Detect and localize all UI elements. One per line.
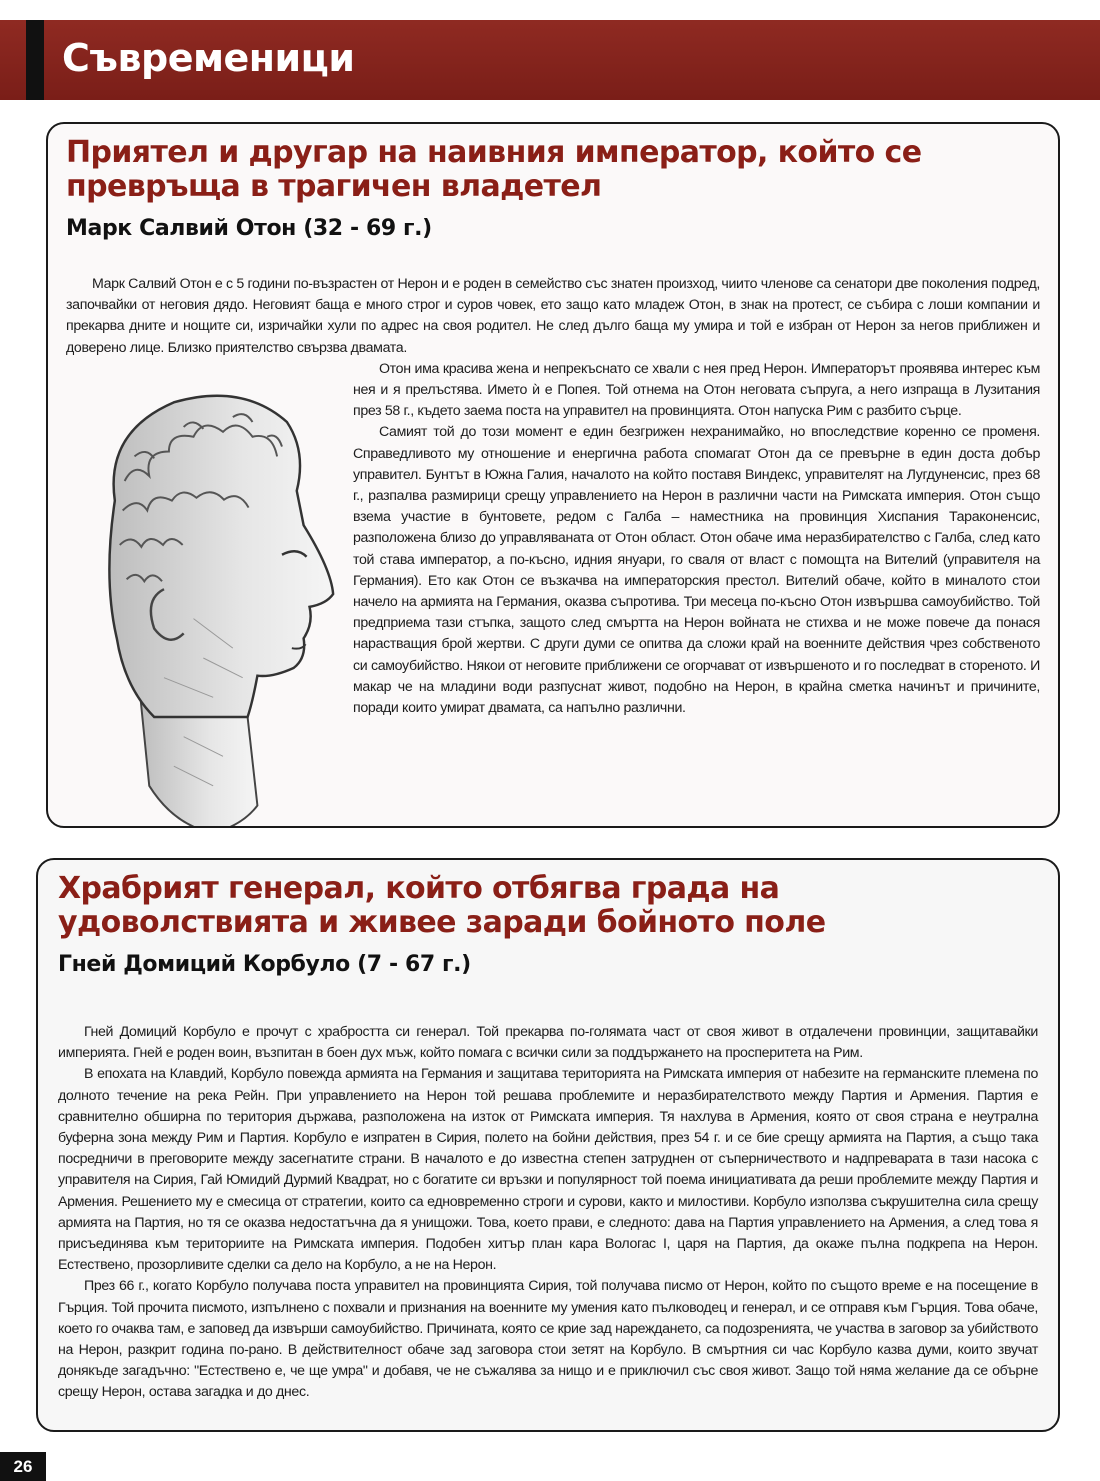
article-otho: [46, 122, 1060, 828]
article-corbulo: [36, 858, 1060, 1432]
article-title: Приятел и другар на наивния император, който се превръща в трагичен владетел: [66, 135, 922, 204]
article-subtitle: Гней Домиций Корбуло (7 - 67 г.): [58, 952, 471, 977]
paragraph: През 66 г., когато Корбуло получава поста управител на провинцията Сирия, той получава писмо от Нерон, който по същото време е на посещение в Гърция. Той прочита писмото, изпълнено с похвали и признания на военните му умения като пълководец и генерал, и се отправя към Гърция. Това обаче, което го очаква там, е заповед да извърши самоубийство. Причината, която се крие зад нареждането, са подозренията, че участва в заговор за убийството на Нерон, разкрит година по-рано. В действителност обаче зад заговора стои зетят на Корбуло. В смъртния си час Корбуло казва думи, които звучат донякъде загадъчно: "Естествено е, че ще умра" и добавя, че не съжалява за нищо и е приключил със своя живот. Защо той няма желание да се обърне срещу Нерон, остава загадка и до днес.: [58, 1278, 1038, 1401]
page-number: 26: [0, 1452, 46, 1481]
paragraph: Отон има красива жена и непрекъснато се хвали с нея пред Нерон. Императорът проявява интерес към нея и я прелъстява. Името ѝ е Попея. Той отнема на Отон неговата съпруга, а него изпраща в Лузитания през 58 г., където заема поста на управител на провинцията. Отон напуска Рим с разбито сърце.: [353, 360, 1040, 420]
article-body: [58, 1022, 1038, 1404]
paragraph: Гней Домиций Корбуло е прочут с храбростта си генерал. Той прекарва по-голямата част от своя живот в отдалечени провинции, защитавайки империята. Гней е роден воин, възпитан в боен дух мъж, който помага с всички сили за поддържането на просперитета на Рим.: [58, 1024, 1038, 1062]
article-subtitle: Марк Салвий Отон (32 - 69 г.): [66, 216, 432, 241]
article-title: Храбрият генерал, който отбягва града на удоволствията и живее заради бойното поле: [58, 871, 826, 940]
paragraph: Марк Салвий Отон е с 5 години по-възрастен от Нерон и е роден в семейство със знатен произход, чиито членове са сенатори две поколения подред, започвайки от неговия дядо. Неговият баща е много строг и суров човек, ето защо като младеж Отон, в знак на протест, се събира с лоши компании и прекарва дните и нощите си, изричайки хули по адрес на своя родител. Не след дълго баща му умира и той е избран от Нерон за негов приближен и доверено лице. Близко приятелство свързва двамата.: [66, 276, 1040, 356]
otho-portrait-image: [46, 359, 341, 828]
header-accent: [26, 20, 44, 100]
section-header: [0, 20, 1100, 100]
section-title: Съвременици: [62, 36, 355, 80]
article-body: [66, 274, 1040, 828]
paragraph: В епохата на Клавдий, Корбуло повежда армията на Германия и защитава територията на Римската империя от набезите на германските племена по долното течение на река Рейн. При управлението на Нерон той решава проблемите и неразбирателството между Партия и Армения. Партия е сравнително обширна по територия държава, разположена на изток от Римската империя. Тя нахлува в Армения, която от своя страна е неутрална буферна зона между Рим и Партия. Корбуло е изпратен в Сирия, полето на бойни действия, през 54 г. и се бие срещу армията на Партия, а също така посредничи в преговорите между засегнатите страни. В началото е до известна степен затруднен от съперничеството и надпреварата в тази насока с управителя на Сирия, Гай Юмидий Дурмий Квадрат, но с богатите си връзки и популярност той поема инициативата да реши проблемите между Партия и Армения. Решението му е смесица от стратегии, които са едновременно строги и сурови, както и милостиви. Корбуло използва съкрушителна сила срещу армията на Партия, но тя се оказва недостатъчна да я унищожи. Това, което прави, е следното: дава на Партия управлението на Армения, а след това я присъединява към териториите на Римската империя. Подобен хитър план кара Вологас I, царя на Партия, да окаже пълна подкрепа на Нерон. Естествено, прозорливите сделки са дело на Корбуло, а не на Нерон.: [58, 1066, 1038, 1274]
paragraph: Самият той до този момент е един безгрижен нехранимайко, но впоследствие коренно се променя. Справедливото му отношение и енергична работа спомагат Отон да се превърне в един доста добър управител. Бунтът в Южна Галия, началото на който поставя Виндекс, управителят на Лугдуненсис, през 68 г., разпалва размирици срещу управлението на Нерон в различни части на Римската империя. Отон също взема участие в бунтовете, редом с Галба – наместника на провинция Хиспания Тараконенсис, разположена близо до управляваната от Отон област. Отон обаче има неразбирателство с Галба, след като той става император, а по-късно, идния януари, го сваля от власт с помощта на Вителий (управителя на Германия). Ето как Отон се възкачва на императорския престол. Вителий обаче, който в миналото стои начело на армията на Германия, оказва съпротива. Три месеца по-късно Отон извършва самоубийство. Той предприема тази стъпка, защото след смъртта на Нерон войната не стихва и не може повече да понася нарастващия брой жертви. С други думи се опитва да сложи край на военните действия чрез собственото си самоубийство. Някои от неговите приближени се огорчават от извършеното и го последват в стореното. И макар че на младини води разпуснат живот, подобно на Нерон, в крайна сметка начинът и причините, поради които умират двамата, са напълно различни.: [353, 424, 1040, 717]
